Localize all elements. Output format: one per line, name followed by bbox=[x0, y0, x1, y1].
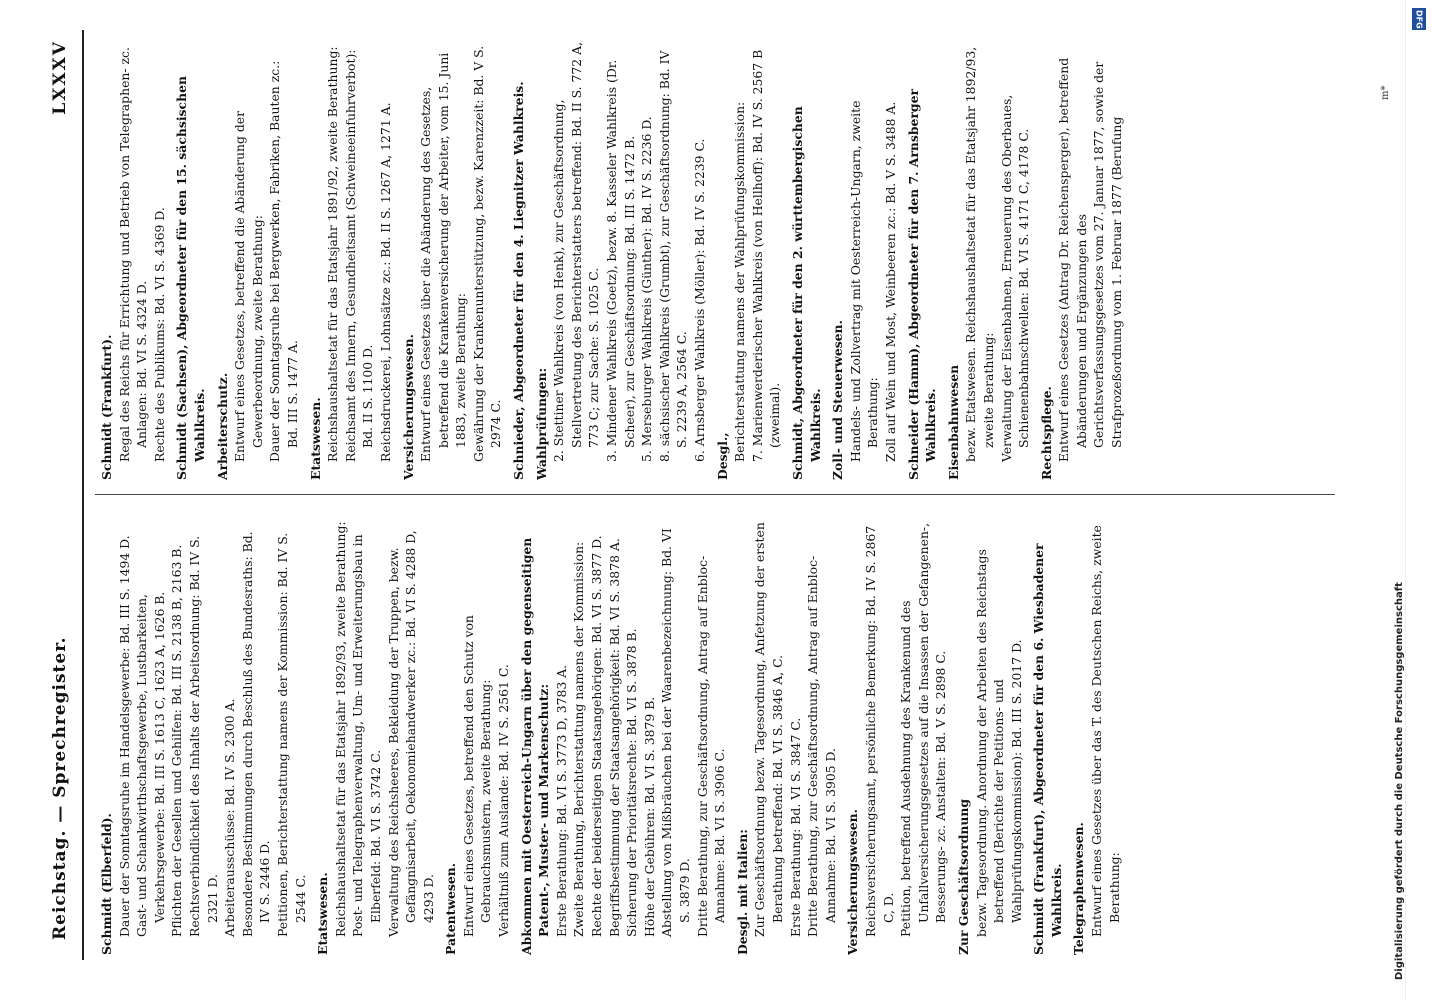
dfg-sidebar bbox=[1394, 0, 1432, 1000]
register-entry bbox=[829, 40, 899, 480]
entry-line: Entwurf eines Gesetzes (Antrag Dr. Reichensperger), betreffend Abänderungen und Ergänzungen des Gerichtsverfassungsgesetzes vom 27. Januar 1877, sowie der Strafprozeßordnung vom 1. Februar 1877 (Berufung bbox=[1056, 57, 1125, 462]
register-entry bbox=[307, 40, 395, 480]
entry-line: bezw. Etatswesen. Reichshaushaltsetat für das Etatsjahr 1892/93, zweite Berathung: bbox=[963, 46, 996, 462]
entry-line: Dritte Berathung, zur Geschäftsordnung, Antrag auf Enbloc-Annahme: Bd. VI S. 3905 D. bbox=[805, 555, 838, 937]
entry-line: Zweite Berathung, Berichterstattung namens der Kommission: bbox=[571, 541, 587, 937]
entry-line: Reichshaushaltsetat für das Etatsjahr 1891/92, zweite Berathung: bbox=[325, 46, 341, 462]
entry-line: Sicherung der Prioritätsrechte: Bd. VI S. 3878 B. bbox=[624, 628, 640, 937]
register-entry bbox=[214, 40, 302, 480]
register-entry bbox=[173, 40, 208, 480]
entry-heading: Telegraphenwesen. bbox=[1071, 822, 1087, 955]
register-entry bbox=[1038, 40, 1126, 480]
entry-line: Gewährung der Krankenunterstützung, bezw. Karenzzeit: Bd. V S. 2974 C. bbox=[470, 45, 504, 462]
register-entry bbox=[442, 515, 512, 955]
column-divider bbox=[95, 494, 1335, 495]
entry-heading: Schnieder, Abgeordneter für den 4. Liegnitzer Wahlkreis. bbox=[511, 81, 527, 480]
right-column bbox=[98, 40, 1131, 480]
entry-line: Verwaltung der Eisenbahnen, Erneuerung des Oberbaues, Schienenbahnschwellen: Bd. VI S. 4171 C, 4178 C. bbox=[998, 94, 1032, 462]
entry-line: Verwaltung des Reichsheeres, Bekleidung der Truppen, bezw. Gefängnisarbeit, Oekonomiehandwerker zc.: Bd. VI S. 4288 D, 4293 D. bbox=[385, 530, 436, 937]
funding-note: Digitalisierung gefördert durch die Deutsche Forschungsgemeinschaft bbox=[1394, 582, 1405, 980]
entry-heading: Arbeiterschutz. bbox=[214, 372, 230, 480]
register-entry bbox=[98, 40, 168, 480]
entry-heading: Versicherungswesen. bbox=[400, 334, 416, 480]
left-column bbox=[98, 515, 1128, 955]
register-entry bbox=[945, 40, 1033, 480]
entry-line: Pflichten der Gesellen und Gehilfen: Bd. III S. 2138 B, 2163 B. bbox=[169, 544, 185, 937]
entry-line: Reichsamt des Innern, Gesundheitsamt (Schweineeinfuhrverbot): Bd. II S. 1100 D. bbox=[342, 49, 376, 462]
entry-line: Reichsdruckerei, Lohnsätze zc.: Bd. II S. 1267 A, 1271 A. bbox=[377, 102, 393, 462]
entry-heading: Schneider (Hamm), Abgeordneter für den 7. Arnsberger Wahlkreis. bbox=[905, 89, 939, 480]
entry-heading: Abkommen mit Oesterreich-Ungarn über den gegenseitigen Patent-, Muster- und Markenschutz: bbox=[518, 537, 552, 955]
entry-line: Petitionen, Berichterstattung namens der Kommission: Bd. IV S. 2544 C. bbox=[274, 532, 308, 937]
entry-line: Reichshaushaltsetat für das Etatsjahr 1892/93, zweite Berathung: bbox=[332, 521, 348, 937]
entry-line: Entwurf eines Gesetzes, betreffend den Schutz von Gebrauchsmustern, zweite Berathung: bbox=[460, 615, 494, 937]
entry-heading: Rechtspflege. bbox=[1038, 386, 1054, 480]
footer-mark: m* bbox=[1380, 85, 1391, 100]
register-entry bbox=[533, 40, 709, 480]
entry-line: Rechte der beiderseitigen Staatsangehörigen: Bd. VI S. 3877 D. bbox=[589, 535, 605, 937]
entry-line: Höhe der Gebühren: Bd. VI S. 3879 B. bbox=[641, 696, 657, 937]
entry-line: Zoll auf Wein und Most, Weinbeeren zc.: Bd. V S. 3488 A. bbox=[882, 101, 898, 462]
entry-line: Verhältniß zum Auslande: Bd. IV S. 2561 C. bbox=[496, 664, 512, 937]
entry-line: Petition, betreffend Ausdehnung des Krankenund des Unfallversicherungsgesetzes auf die Insassen der Gefangenen-, Besserungs- zc. Anstalten: Bd. V S. 2898 C. bbox=[898, 522, 949, 937]
entry-line: 2. Stettiner Wahlkreis (von Henk), zur Geschäftsordnung, Stellvertretung des Berichterstatters betreffend: Bd. II S. 772 A, 773 C; zur Sache: S. 1025 C. bbox=[551, 41, 602, 462]
entry-line: 3. Mindener Wahlkreis (Goetz), bezw. 8. Kasseler Wahlkreis (Dr. Scheer), zur Geschäftsordnung: Bd. III S. 1472 B. bbox=[604, 59, 637, 462]
entry-line: Post- und Telegraphenverwaltung, Um- und Erweiterungsbau in Elberfeld: Bd. VI S. 3742 C. bbox=[350, 534, 383, 937]
entry-line: Gast- und Schankwirthschaftsgewerbe, Lustbarkeiten, Verkehrsgewerbe: Bd. III S. 1613 C, 1623 A, 1626 B. bbox=[134, 591, 167, 937]
entry-line: Arbeiterausschüsse: Bd. IV S. 2300 A. bbox=[222, 698, 238, 937]
entry-line: Dauer der Sonntagsruhe im Handelsgewerbe: Bd. III S. 1494 D. bbox=[116, 535, 132, 937]
entry-heading: Schmidt (Frankfurt). bbox=[99, 334, 114, 480]
entry-line: Reichsversicherungsamt, persönliche Bemerkung: Bd. IV S. 2867 C, D. bbox=[862, 525, 896, 937]
entry-heading: Desgl., bbox=[714, 432, 730, 480]
entry-line: Erste Berathung: Bd. VI S. 3847 C. bbox=[787, 717, 803, 937]
entry-heading: Schmidt (Elberfeld). bbox=[99, 813, 114, 955]
header-rule bbox=[82, 30, 84, 960]
entry-heading: Etatswesen. bbox=[307, 397, 323, 480]
entry-line: Entwurf eines Gesetzes über das T. des Deutschen Reichs, zweite Berathung: bbox=[1089, 525, 1122, 937]
register-entry bbox=[714, 40, 784, 480]
register-entry bbox=[955, 515, 1025, 955]
register-entry bbox=[1030, 515, 1065, 955]
register-entry bbox=[518, 515, 729, 955]
entry-line: Regal des Reichs für Errichtung und Betrieb von Telegraphen- zc. Anlagen: Bd. VI S. 4324 D. bbox=[116, 47, 150, 462]
register-entry bbox=[510, 40, 528, 480]
entry-heading: Versicherungswesen. bbox=[845, 809, 861, 955]
entry-line: Rechte des Publikums: Bd. VI S. 4369 D. bbox=[151, 207, 167, 462]
entry-heading: Etatswesen. bbox=[315, 872, 331, 955]
entry-heading: Patentwesen. bbox=[443, 862, 459, 955]
entry-line: Begriffsbestimmung der Staatsangehörigkeit: Bd. VI S. 3878 A. bbox=[606, 538, 622, 937]
entry-line: Dauer der Sonntagsruhe bei Bergwerken, Fabriken, Bauten zc.: Bd. III S. 1477 A. bbox=[267, 60, 300, 462]
entry-line: Entwurf eines Gesetzes, betreffend die Abänderung der Gewerbeordnung, zweite Berathung: bbox=[232, 110, 265, 462]
entry-line: Erste Berathung: Bd. VI S. 3773 D, 3783 A. bbox=[553, 664, 569, 937]
entry-line: 5. Merseburger Wahlkreis (Günther): Bd. IV S. 2236 D. bbox=[639, 116, 655, 462]
page-header bbox=[50, 30, 78, 960]
entry-line: Handels- und Zollvertrag mit Oesterreich-Ungarn, zweite Berathung: bbox=[847, 100, 881, 462]
entry-line: 6. Arnsberger Wahlkreis (Möller): Bd. IV S. 2239 C. bbox=[692, 138, 707, 462]
entry-heading: Schmidt, Abgeordneter für den 2. württembergischen Wahlkreis. bbox=[789, 106, 823, 480]
entry-line: Rechtsverbindlichkeit des Inhalts der Arbeitsordnung: Bd. IV S. 2321 D. bbox=[186, 535, 220, 937]
entry-line: 7. Marienwerderischer Wahlkreis (von Hellhoff): Bd. IV S. 2567 B (zweimal). bbox=[749, 49, 783, 462]
dfg-logo: DFG bbox=[1412, 8, 1426, 30]
entry-line: Dritte Berathung, zur Geschäftsordnung, Antrag auf Enbloc-Annahme: Bd. VI S. 3906 C. bbox=[694, 555, 728, 937]
entry-heading: Desgl. mit Italien: bbox=[734, 829, 750, 955]
entry-heading: Zur Geschäftsordnung bbox=[955, 798, 971, 955]
register-entry bbox=[314, 515, 437, 955]
register-entry bbox=[400, 40, 506, 480]
entry-line: 8. sächsischer Wahlkreis (Grumbt), zur Geschäftsordnung: Bd. IV S. 2239 A, 2564 C. bbox=[656, 50, 690, 462]
entry-line: Abstellung von Mißbräuchen bei der Waarenbezeichnung: Bd. VI S. 3879 D. bbox=[659, 528, 692, 937]
register-entry bbox=[789, 40, 824, 480]
entry-heading: Eisenbahnwesen bbox=[945, 364, 961, 480]
entry-line: Besondere Bestimmungen durch Beschluß des Bundesraths: Bd. IV S. 2446 D. bbox=[239, 531, 273, 937]
entry-heading: Schmidt (Sachsen), Abgeordneter für den 15. sächsischen Wahlkreis. bbox=[174, 76, 207, 480]
running-title: Reichstag. — Sprechregister. bbox=[50, 636, 70, 940]
register-entry bbox=[844, 515, 950, 955]
entry-line: Berichterstattung namens der Wahlprüfungskommission: bbox=[732, 101, 748, 462]
entry-heading: Wahlprüfungen: bbox=[533, 367, 549, 480]
entry-heading: Schmidt (Frankfurt), Abgeordneter für den 6. Wiesbadener Wahlkreis. bbox=[1031, 543, 1064, 955]
register-entry bbox=[98, 515, 309, 955]
entry-heading: Zoll- und Steuerwesen. bbox=[830, 320, 846, 480]
page-number: LXXXV bbox=[50, 40, 70, 115]
entry-line: bezw. Tagesordnung. Anordnung der Arbeiten des Reichstags betreffend (Berichte der Petitions- und Wahlprüfungskommission): Bd. III S. 2017 D. bbox=[973, 549, 1024, 937]
entry-line: Zur Geschäftsordnung bezw. Tagesordnung, Anfetzung der ersten Berathung betreffend: Bd. VI S. 3846 A, C. bbox=[752, 522, 785, 937]
register-entry bbox=[1070, 515, 1123, 955]
register-entry bbox=[734, 515, 840, 955]
entry-line: Entwurf eines Gesetzes über die Abänderung des Gesetzes, betreffend die Krankenversicherung der Arbeiter, vom 15. Juni 1883, zweite Berathung: bbox=[418, 52, 469, 462]
register-entry bbox=[905, 40, 940, 480]
